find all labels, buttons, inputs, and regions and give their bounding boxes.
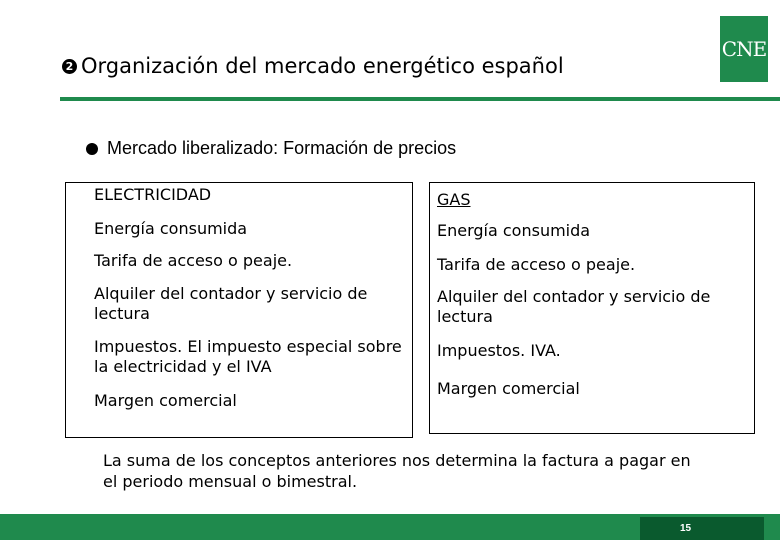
gas-item: Energía consumida bbox=[437, 221, 591, 240]
electricity-item: Impuestos. El impuesto especial sobre la electricidad y el IVA bbox=[94, 337, 402, 376]
cne-logo: CNE bbox=[720, 16, 768, 82]
summary-note: La suma de los conceptos anteriores nos determina la factura a pagar en el periodo mensual o bimestral. bbox=[103, 451, 691, 491]
electricity-header: ELECTRICIDAD bbox=[94, 185, 212, 204]
gas-item: Impuestos. IVA. bbox=[437, 341, 561, 360]
gas-item: Margen comercial bbox=[437, 379, 580, 398]
electricity-box bbox=[65, 182, 413, 438]
electricity-item: Tarifa de acceso o peaje. bbox=[94, 251, 293, 270]
subtitle-text: Mercado liberalizado: Formación de precios bbox=[107, 138, 457, 158]
page-number-box bbox=[640, 517, 764, 540]
slide-title bbox=[62, 54, 564, 78]
page-number: 15 bbox=[680, 523, 692, 534]
gas-item: Tarifa de acceso o peaje. bbox=[437, 255, 636, 274]
number-badge-icon: 2 bbox=[62, 59, 77, 74]
electricity-item: Energía consumida bbox=[94, 219, 248, 238]
subtitle bbox=[86, 138, 456, 159]
bullet-icon bbox=[86, 143, 98, 155]
electricity-item: Alquiler del contador y servicio de lectura bbox=[94, 284, 368, 323]
slide-title-text: Organización del mercado energético español bbox=[81, 54, 564, 78]
gas-header: GAS bbox=[437, 190, 471, 209]
gas-item: Alquiler del contador y servicio de lectura bbox=[437, 287, 711, 326]
gas-box bbox=[429, 182, 755, 434]
header-divider bbox=[60, 97, 780, 101]
electricity-item: Margen comercial bbox=[94, 391, 237, 410]
